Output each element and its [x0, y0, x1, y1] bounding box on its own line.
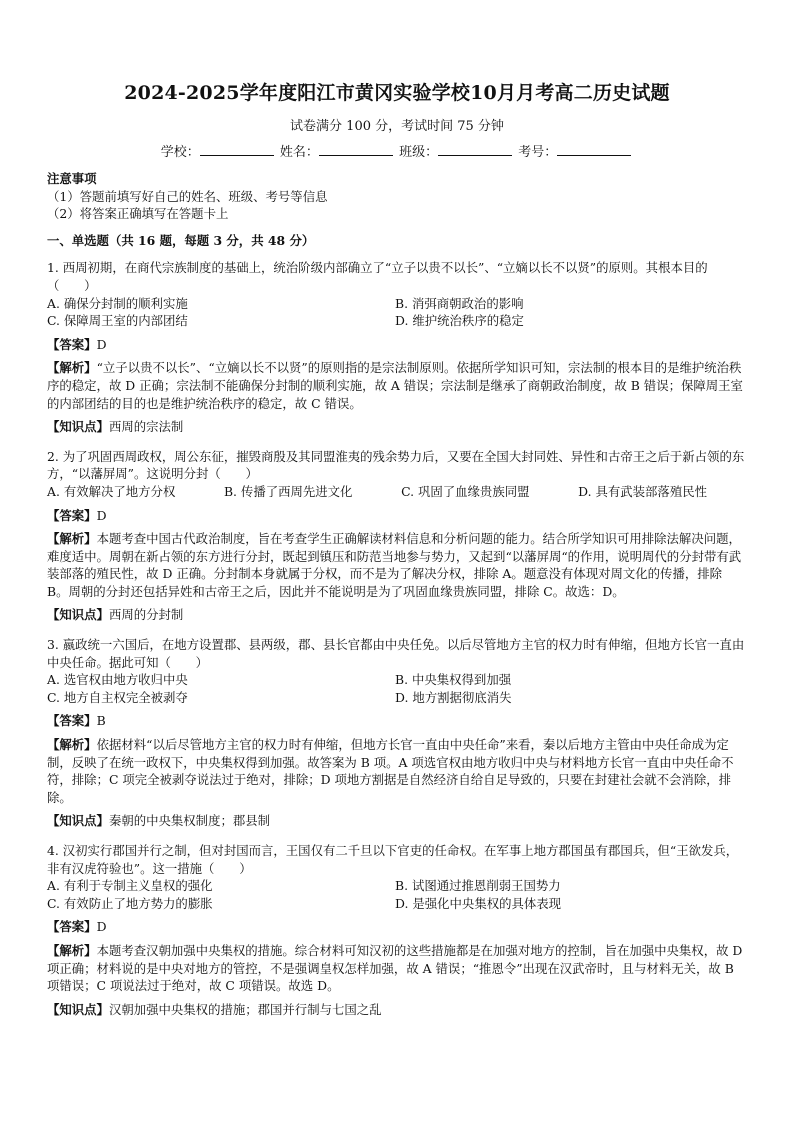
notice-item: （2）将答案正确填写在答题卡上: [47, 206, 229, 222]
answer-line: [47, 712, 747, 730]
exam-subtitle: 试卷满分 100 分，考试时间 75 分钟: [290, 119, 504, 134]
question-options: [47, 671, 747, 706]
answer-value: D: [96, 336, 107, 352]
explanation: [47, 530, 747, 600]
school-blank[interactable]: [200, 143, 274, 156]
option-b: B. 消弭商朝政治的影响: [395, 295, 524, 311]
option-b: B. 传播了西周先进文化: [223, 483, 353, 499]
explanation: [47, 736, 747, 806]
knowledge-label: 【知识点】: [47, 607, 109, 623]
exam-body: [47, 170, 747, 1018]
option-a: A. 有利于专制主义皇权的强化: [47, 878, 213, 894]
notice-title: 注意事项: [47, 171, 97, 186]
explanation-text: “立子以贵不以长”、“立嫡以长不以贤”的原则指的是宗法制原则。依据所学知识可知，宗法制的根本目的是维护统治秩序的稳定，故 D 正确；宗法制不能确保分封制的顺利实施，故 A 错误；宗法制是继承了商朝政治制度，故 B 错误；保障周王室的内部团结的目的也是维护统治秩序的稳定，故 C 错误。: [47, 360, 743, 411]
exam-number-label: 考号：: [518, 145, 558, 160]
answer-line: [47, 336, 747, 354]
knowledge-point: [47, 1001, 747, 1019]
knowledge-label: 【知识点】: [47, 1001, 109, 1017]
notice-item: （1）答题前填写好自己的姓名、班级、考号等信息: [47, 188, 328, 204]
answer-label: 【答案】: [47, 336, 97, 352]
answer-line: [47, 918, 747, 936]
name-label: 姓名：: [279, 145, 319, 160]
exam-title: 2024-2025学年度阳江市黄冈实验学校10月月考高二历史试题: [124, 82, 670, 104]
knowledge-point: [47, 812, 747, 830]
question-stem: 1. 西周初期，在商代宗族制度的基础上，统治阶级内部确立了“立子以贵不以长”、“立嫡以长不以贤”的原则。其根本目的（ ）: [47, 260, 708, 293]
option-d: D. 是强化中央集权的具体表现: [395, 895, 562, 911]
answer-label: 【答案】: [47, 713, 97, 729]
answer-label: 【答案】: [47, 919, 97, 935]
explanation-label: 【解析】: [47, 531, 97, 547]
knowledge-text: 汉朝加强中央集权的措施；郡国并行制与七国之乱: [108, 1001, 382, 1017]
question-options: [47, 295, 747, 330]
answer-line: [47, 507, 747, 525]
option-b: B. 中央集权得到加强: [395, 672, 512, 688]
knowledge-text: 西周的分封制: [108, 607, 184, 623]
explanation: [47, 942, 747, 995]
answer-value: B: [96, 713, 106, 729]
question-1: [47, 259, 747, 435]
question-stem: 2. 为了巩固西周政权，周公东征，摧毁商殷及其同盟淮夷的残余势力后，又要在全国大封同姓、异性和古帝王之后于新占领的东方，“以藩屏周”。这说明分封（ ）: [47, 448, 745, 482]
name-blank[interactable]: [319, 143, 393, 156]
knowledge-point: [47, 606, 747, 624]
question-4: [47, 842, 747, 1018]
explanation: [47, 359, 747, 412]
knowledge-text: 秦朝的中央集权制度；郡县制: [108, 813, 271, 829]
option-a: A. 选官权由地方收归中央: [47, 672, 188, 688]
option-d: D. 地方割据彻底消失: [395, 689, 512, 705]
section-title: 一、单选题（共 16 题，每题 3 分，共 48 分）: [47, 232, 315, 248]
option-b: B. 试图通过推恩削弱王国势力: [395, 878, 561, 894]
student-info-line: [0, 141, 794, 160]
school-label: 学校：: [160, 145, 200, 160]
answer-label: 【答案】: [47, 507, 97, 523]
explanation-text: 本题考查汉朝加强中央集权的措施。综合材料可知汉初的这些措施都是在加强对地方的控制，旨在加强中央集权，故 D 项正确；材料说的是中央对地方的管控，不是强调皇权怎样加强，故 A 错误；“推恩令”出现在汉武帝时，且与材料无关，故 B 项错误；C 项说法过于绝对，故 C 项错误。故选 D。: [47, 942, 743, 994]
explanation-label: 【解析】: [47, 360, 97, 376]
option-a: A. 有效解决了地方分权: [47, 483, 176, 499]
explanation-label: 【解析】: [47, 942, 97, 958]
question-options: [47, 483, 747, 501]
exam-number-blank[interactable]: [557, 143, 631, 156]
answer-value: D: [96, 507, 107, 523]
question-stem: 3. 嬴政统一六国后，在地方设置郡、县两级，郡、县长官都由中央任免。以后尽管地方主官的权力时有伸缩，但地方长官一直由中央任命。据此可知（ ）: [47, 637, 745, 670]
knowledge-label: 【知识点】: [47, 419, 109, 435]
option-c: C. 巩固了血缘贵族同盟: [401, 483, 530, 499]
question-options: [47, 877, 747, 912]
knowledge-label: 【知识点】: [47, 813, 109, 829]
option-a: A. 确保分封制的顺利实施: [47, 295, 188, 311]
option-c: C. 保障周王室的内部团结: [47, 313, 188, 329]
explanation-text: 本题考查中国古代政治制度，旨在考查学生正确解读材料信息和分析问题的能力。结合所学知识可用排除法解决问题，难度适中。周朝在新占领的东方进行分封，既起到镇压和防范当地参与势力，又起到“以藩屏周“的作用，说明周代的分封带有武装部落的殖民性，故 D 正确。分封制本身就属于分权，而不是为了解决分权，排除 A。题意没有体现对周文化的传播，排除 B。周朝的分封还包括异姓和古帝王之后，因此并不能说明是为了巩固血缘贵族同盟，排除 C。故选：D。: [47, 531, 742, 599]
option-d: D. 具有武装部落殖民性: [578, 483, 707, 499]
class-label: 班级：: [399, 145, 439, 160]
knowledge-point: [47, 418, 747, 436]
question-2: [47, 448, 747, 624]
option-c: C. 地方自主权完全被剥夺: [47, 689, 188, 705]
option-c: C. 有效防止了地方势力的膨胀: [47, 895, 213, 911]
explanation-label: 【解析】: [47, 737, 97, 753]
knowledge-text: 西周的宗法制: [108, 419, 184, 435]
answer-value: D: [96, 919, 107, 935]
question-stem: 4. 汉初实行郡国并行之制，但对封国而言，王国仅有二千旦以下官吏的任命权。在军事上地方郡国虽有郡国兵，但“王欲发兵，非有汉虎符验也”。这一措施（ ）: [47, 843, 739, 876]
explanation-text: 依据材料“以后尽管地方主官的权力时有伸缩，但地方长官一直由中央任命”来看，秦以后地方主管由中央任命成为定制，反映了在统一政权下，中央集权得到加强。故答案为 B 项。A 项选官权由地方收归中央与材料地方长官一直由中央任命不符，排除；C 项完全被剥夺说法过于绝对，排除；D 项地方割据是自然经济自给自足导致的，只要在封建社会就不会消除，排除。: [47, 737, 734, 805]
class-blank[interactable]: [438, 143, 512, 156]
option-d: D. 维护统治秩序的稳定: [395, 313, 524, 329]
question-3: [47, 636, 747, 830]
